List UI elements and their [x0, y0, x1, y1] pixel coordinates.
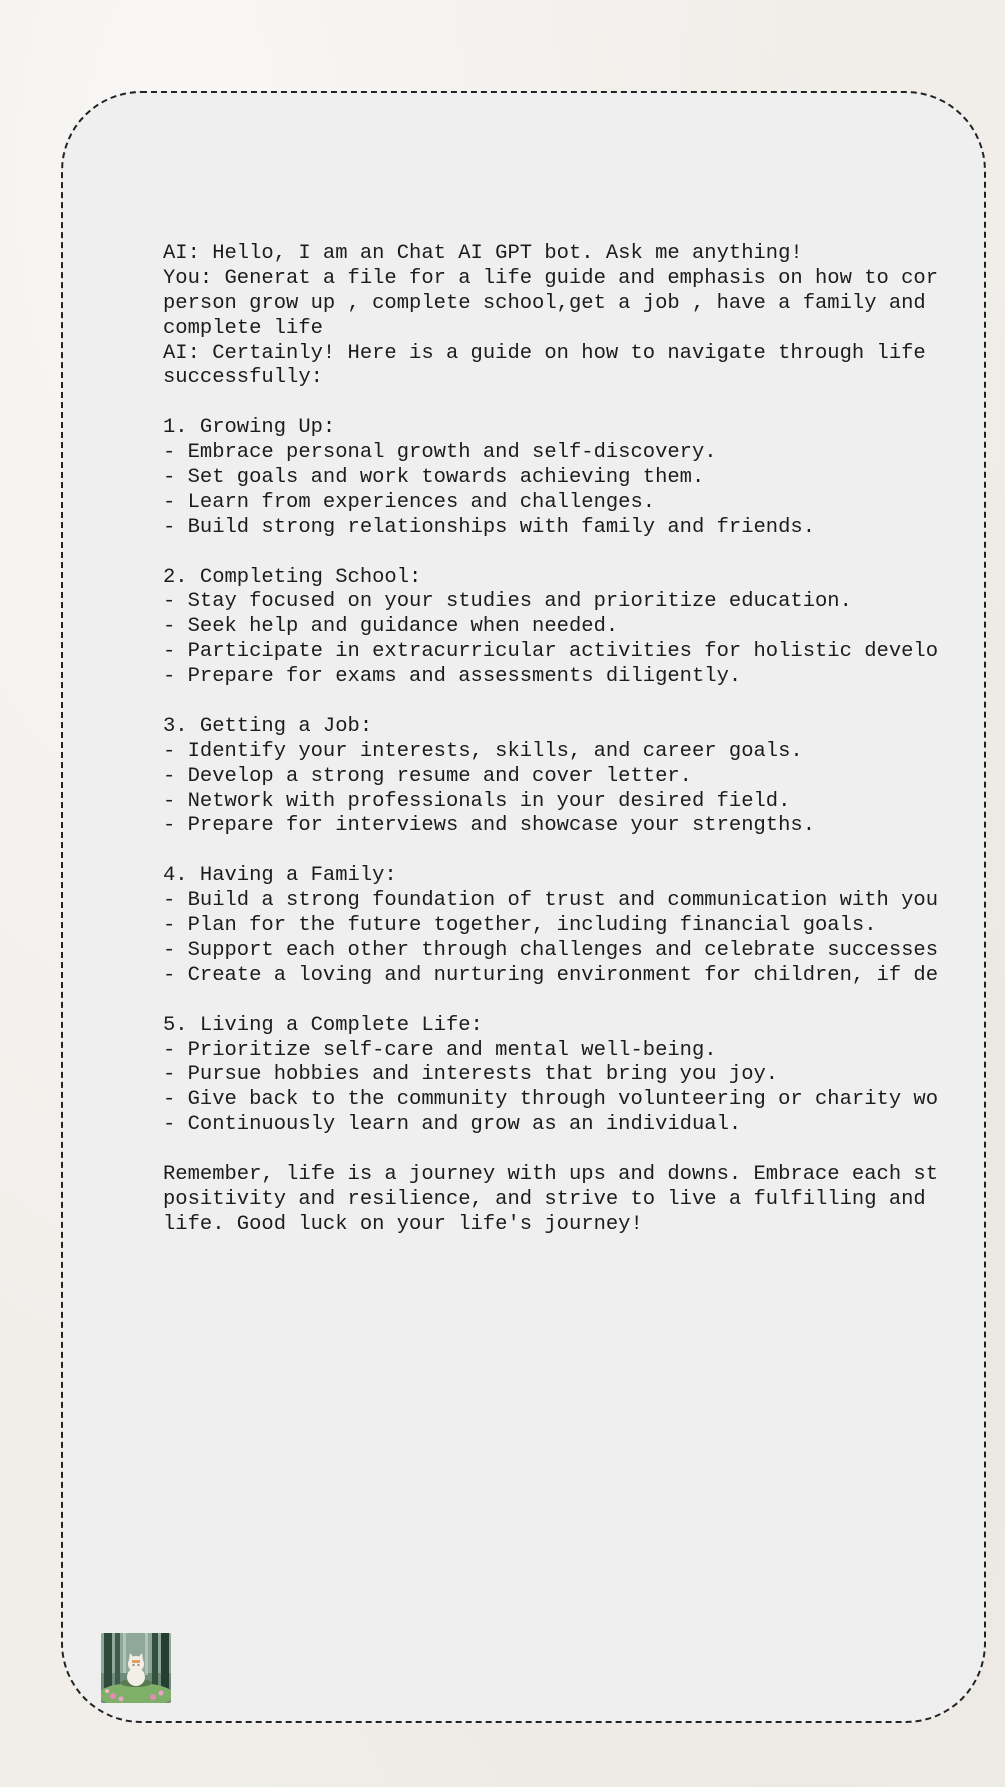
chat-line: [163, 1138, 938, 1163]
chat-line: - Pursue hobbies and interests that bring you joy.: [163, 1063, 779, 1087]
chat-line: AI: Certainly! Here is a guide on how to navigate through life: [163, 341, 926, 365]
chat-line: - Create a loving and nurturing environment for children, if de: [163, 963, 939, 987]
chat-line: - Give back to the community through volunteering or charity wo: [163, 1088, 939, 1112]
chat-line: successfully:: [163, 366, 323, 390]
chat-line: - Prioritize self-care and mental well-being.: [163, 1038, 717, 1062]
chat-line: - Plan for the future together, including financial goals.: [163, 914, 877, 938]
chat-line: - Seek help and guidance when needed.: [163, 615, 619, 639]
chat-line: - Develop a strong resume and cover letter.: [163, 764, 692, 788]
chat-line: - Build a strong foundation of trust and communication with you: [163, 889, 939, 913]
chat-line: - Participate in extracurricular activities for holistic develo: [163, 640, 939, 664]
chat-line: - Build strong relationships with family and friends.: [163, 515, 816, 539]
chat-line: life. Good luck on your life's journey!: [163, 1212, 643, 1236]
chat-line: 5. Living a Complete Life:: [163, 1013, 483, 1037]
chat-line: Remember, life is a journey with ups and downs. Embrace each st: [163, 1162, 939, 1186]
chat-line: 2. Completing School:: [163, 565, 422, 589]
chat-line: 1. Growing Up:: [163, 416, 336, 440]
cat-avatar-image: [101, 1633, 171, 1703]
chat-line: - Continuously learn and grow as an individual.: [163, 1113, 742, 1137]
chat-line: [163, 690, 938, 715]
cat-avatar-icon[interactable]: [101, 1633, 171, 1703]
chat-line: [163, 839, 938, 864]
chat-panel[interactable]: [61, 91, 986, 1723]
chat-line: - Learn from experiences and challenges.: [163, 490, 656, 514]
chat-line: 3. Getting a Job:: [163, 714, 373, 738]
chat-line: - Prepare for interviews and showcase your strengths.: [163, 814, 816, 838]
chat-line: 4. Having a Family:: [163, 864, 397, 888]
chat-line: person grow up , complete school,get a job , have a family and: [163, 291, 926, 315]
chat-line: - Identify your interests, skills, and career goals.: [163, 739, 803, 763]
chat-line: [163, 391, 938, 416]
chat-line: - Embrace personal growth and self-discovery.: [163, 441, 717, 465]
chat-line: - Support each other through challenges and celebrate successes: [163, 938, 939, 962]
chat-line: AI: Hello, I am an Chat AI GPT bot. Ask me anything!: [163, 242, 803, 265]
chat-line: [163, 541, 938, 566]
chat-line: - Set goals and work towards achieving them.: [163, 466, 705, 490]
chat-line: [163, 989, 938, 1014]
chat-line: positivity and resilience, and strive to live a fulfilling and: [163, 1187, 926, 1211]
chat-line: complete life: [163, 316, 323, 340]
chat-transcript: [163, 242, 938, 1238]
chat-line: - Network with professionals in your desired field.: [163, 789, 791, 813]
chat-line: - Stay focused on your studies and prioritize education.: [163, 590, 852, 614]
chat-line: - Prepare for exams and assessments diligently.: [163, 665, 742, 689]
chat-line: You: Generat a file for a life guide and emphasis on how to cor: [163, 266, 939, 290]
